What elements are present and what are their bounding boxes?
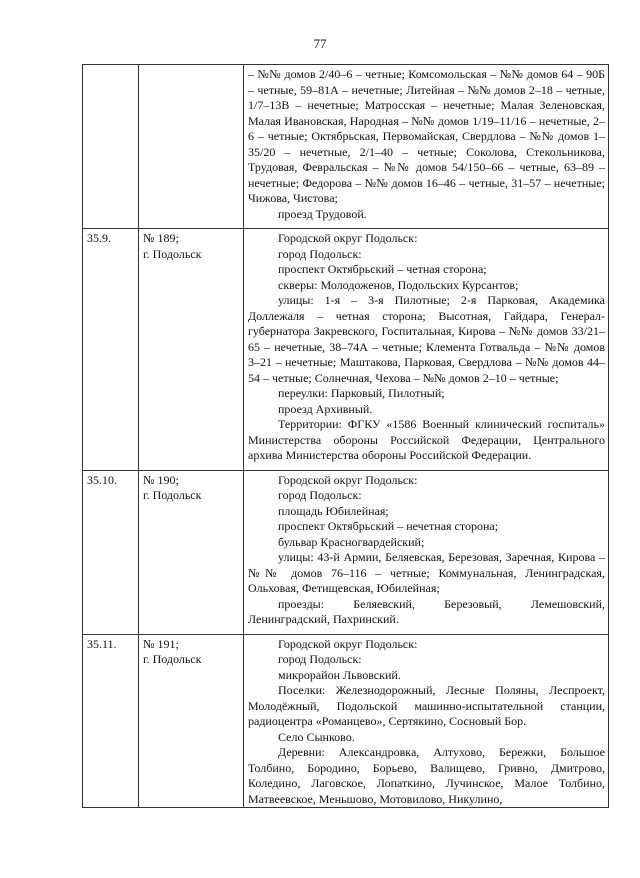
addresses-cell (244, 470, 609, 634)
addresses-cell (244, 229, 609, 471)
address-paragraph: скверы: Молодоженов, Подольских Курсантов; (278, 277, 519, 292)
address-paragraph: Деревни: Александровка, Алтухово, Бережки, Большое Толбино, Бородино, Борьево, Валищево, Гривно, Дмитрово, Коледино, Лаговское, Лопаткино, Лучинское, Малое Толбино, Матвеевское, Меньшово, Мотовилово, Никулино, (248, 745, 605, 806)
address-paragraph: проезд Трудовой. (278, 206, 367, 221)
address-paragraph: Городской округ Подольск: (278, 636, 418, 651)
row-number (83, 65, 139, 229)
row-number: 35.9. (83, 229, 139, 471)
district-cell (139, 634, 244, 808)
row-number: 35.11. (83, 634, 139, 808)
address-paragraph: город Подольск: (278, 246, 362, 261)
district-city: г. Подольск (143, 488, 202, 502)
district-number: № 189; (143, 231, 179, 245)
address-paragraph: микрорайон Львовский. (278, 667, 401, 682)
polling-districts-table (82, 64, 609, 808)
address-paragraph: Городской округ Подольск: (278, 231, 418, 245)
page-number: 77 (313, 36, 327, 51)
district-city: г. Подольск (143, 246, 202, 261)
addresses-cell (244, 65, 609, 229)
address-paragraph: Село Сынково. (278, 729, 355, 744)
address-paragraph: проезд Архивный. (278, 401, 373, 416)
address-paragraph: улицы: 1-я – 3-я Пилотные; 2-я Парковая, Академика Доллежаля – четная сторона; Высотная, Гайдара, Генерал-губернатора Закревского, Госпитальная, Кирова – №№ домов 33/21–65 – нечетные, 38–74А – четные; Клемента Готвальда – №№ домов 3–21 – нечетные; Маштакова, Парковая, Свердлова – №№ домов 44–54 – четные; Солнечная, Чехова – №№ домов 2–10 – четные; (248, 293, 605, 385)
address-paragraph: город Подольск: (278, 488, 362, 502)
address-paragraph: площадь Юбилейная; (278, 503, 389, 518)
address-paragraph: – №№ домов 2/40–6 – четные; Комсомольская – №№ домов 64 – 90Б – четные, 59–81А – нечетные; Литейная – №№ домов 2–18 – четные, 1/7–13В – нечетные; Матросская – нечетные; Малая Зеленовская, Малая Ивановская, Народная – №№ домов 1/19–11/16 – нечетные, 2–6 – четные; Октябрьская, Первомайская, Свердлова – №№ домов 1–35/20 – нечетные, 2/1–40 – четные; Соколова, Стекольникова, Трудовая, Февральская – №№ домов 54/150–66 – четные, 63–89 – нечетные; Федорова – №№ домов 16–46 – четные, 31–57 – нечетные; Чижова, Чистова; (248, 67, 605, 205)
address-paragraph: проспект Октябрьский – четная сторона; (278, 262, 487, 276)
address-paragraph: улицы: 43-й Армии, Беляевская, Березовая, Заречная, Кирова – №№ домов 76–116 – четные; Коммунальная, Ленинградская, Ольховая, Фетищевская, Юбилейная; (248, 550, 605, 595)
address-paragraph: Городской округ Подольск: (278, 472, 418, 487)
district-number: № 190; (143, 472, 179, 487)
address-paragraph: проспект Октябрьский – нечетная сторона; (278, 519, 499, 533)
table-row (83, 229, 609, 471)
address-paragraph: Поселки: Железнодорожный, Лесные Поляны, Леспроект, Молодёжный, Подольской машинно-испытательной станции, радиоцентра «Романцево», Сертякино, Сосновый Бор. (248, 683, 605, 728)
district-city: г. Подольск (143, 652, 202, 666)
table-row (83, 65, 609, 229)
address-paragraph: город Подольск: (278, 652, 362, 666)
district-cell (139, 470, 244, 634)
address-paragraph: бульвар Красногвардейский; (278, 534, 425, 549)
table-row (83, 470, 609, 634)
address-paragraph: переулки: Парковый, Пилотный; (278, 386, 445, 400)
district-cell (139, 229, 244, 471)
address-paragraph: Территории: ФГКУ «1586 Военный клинический госпиталь» Министерства обороны Российской Федерации, Центрального архива Министерства обороны Российской Федерации. (248, 417, 605, 462)
addresses-cell (244, 634, 609, 808)
table-row (83, 634, 609, 808)
district-number: № 191; (143, 636, 179, 651)
address-paragraph: проезды: Беляевский, Березовый, Лемешовский, Ленинградский, Пахринский. (248, 596, 605, 626)
row-number: 35.10. (83, 470, 139, 634)
district-cell (139, 65, 244, 229)
